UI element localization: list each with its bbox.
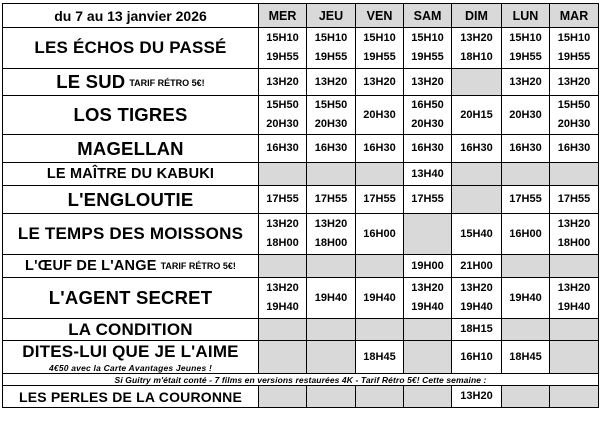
showtime: 13H20 — [314, 218, 348, 230]
showtime: 19H40 — [557, 301, 591, 313]
film-title-cell — [3, 163, 259, 186]
film-rows — [3, 28, 599, 408]
showtime: 13H20 — [460, 390, 493, 402]
showtime-cell — [259, 319, 307, 341]
showtime: 16H30 — [363, 142, 396, 154]
film-row — [3, 69, 599, 96]
showtime-cell — [307, 214, 356, 255]
showtime-cell — [356, 255, 404, 278]
day-header: SAM — [404, 4, 452, 28]
showtime-cell — [404, 163, 452, 186]
showtime: 18H15 — [460, 323, 493, 335]
showtime: 16H30 — [266, 142, 299, 154]
showtime: 21H00 — [460, 259, 493, 272]
film-title: LOS TIGRES — [73, 104, 188, 125]
showtime-cell — [550, 163, 599, 186]
showtime: 13H20 — [557, 282, 591, 294]
showtime: 15H10 — [314, 32, 348, 44]
showtime: 13H20 — [509, 75, 542, 88]
showtime-cell — [502, 319, 550, 341]
film-title-cell — [3, 255, 259, 278]
showtime-cell — [404, 135, 452, 163]
showtime-cell — [502, 69, 550, 96]
showtime: 19H40 — [266, 301, 299, 313]
showtime-cell — [550, 386, 599, 408]
showtime-cell — [307, 28, 356, 69]
showtime-cell — [356, 96, 404, 135]
showtime: 20H30 — [557, 118, 591, 130]
showtime-cell — [259, 28, 307, 69]
showtime-cell — [259, 278, 307, 319]
showtime-cell — [502, 341, 550, 374]
showtime-cell — [452, 386, 502, 408]
showtime: 18H00 — [557, 237, 591, 249]
showtime-cell — [356, 69, 404, 96]
showtime: 15H40 — [460, 227, 493, 240]
showtime-cell — [452, 278, 502, 319]
film-title-cell — [3, 135, 259, 163]
film-title: LE SUD — [56, 71, 126, 92]
showtime-cell — [259, 96, 307, 135]
film-row — [3, 341, 599, 374]
showtime: 17H55 — [557, 193, 591, 205]
showtime: 15H50 — [314, 99, 348, 111]
showtime-cell — [307, 341, 356, 374]
showtime: 13H20 — [557, 75, 591, 88]
day-header: DIM — [452, 4, 502, 28]
showtime-cell — [404, 341, 452, 374]
retro-price-tag: TARIF RÉTRO 5€! — [129, 78, 205, 89]
showtime-cell — [550, 341, 599, 374]
showtime-cell — [550, 278, 599, 319]
showtime: 19H55 — [411, 51, 444, 63]
showtime: 20H30 — [411, 118, 444, 130]
showtime: 16H10 — [460, 350, 493, 363]
showtime-cell — [404, 278, 452, 319]
showtime: 19H55 — [314, 51, 348, 63]
showtime: 17H55 — [411, 193, 444, 205]
showtime-cell — [502, 96, 550, 135]
showtime: 17H55 — [509, 193, 542, 205]
showtime-cell — [502, 278, 550, 319]
showtime: 13H20 — [266, 75, 299, 88]
retro-price-tag: TARIF RÉTRO 5€! — [160, 261, 236, 272]
showtime-cell — [502, 163, 550, 186]
showtime-cell — [550, 28, 599, 69]
day-header: JEU — [307, 4, 356, 28]
showtime-cell — [502, 28, 550, 69]
film-title-cell — [3, 214, 259, 255]
showtime: 16H00 — [509, 227, 542, 240]
showtime-cell — [452, 186, 502, 214]
showtime-cell — [356, 341, 404, 374]
showtime-cell — [550, 186, 599, 214]
film-row — [3, 163, 599, 186]
showtime-cell — [307, 255, 356, 278]
film-title: L'ŒUF DE L'ANGE — [25, 258, 157, 274]
retrospective-banner: Si Guitry m'était conté - 7 films en versions restaurées 4K - Tarif Rétro 5€! Cette semaine : — [3, 374, 599, 386]
showtime-cell — [259, 255, 307, 278]
day-header: MER — [259, 4, 307, 28]
film-row — [3, 278, 599, 319]
film-title-cell — [3, 186, 259, 214]
film-title: LE TEMPS DES MOISSONS — [17, 224, 244, 243]
showtime: 15H10 — [266, 32, 299, 44]
film-row — [3, 135, 599, 163]
showtime-cell — [550, 69, 599, 96]
banner-row — [3, 374, 599, 386]
showtime: 19H40 — [460, 301, 493, 313]
showtime-cell — [259, 214, 307, 255]
showtime-cell — [550, 214, 599, 255]
showtime-cell — [452, 69, 502, 96]
showtime-cell — [356, 319, 404, 341]
showtime-cell — [452, 28, 502, 69]
film-title: LE MAÎTRE DU KABUKI — [46, 166, 215, 182]
showtime: 13H20 — [266, 218, 299, 230]
showtime: 13H20 — [557, 218, 591, 230]
showtime-cell — [502, 214, 550, 255]
showtime: 16H30 — [411, 142, 444, 154]
showtime: 15H50 — [266, 99, 299, 111]
showtime-cell — [452, 319, 502, 341]
price-note: 4€50 avec la Carte Avantages Jeunes ! — [48, 362, 212, 373]
showtime: 19H00 — [411, 259, 444, 272]
showtime-cell — [404, 255, 452, 278]
showtime: 17H55 — [314, 193, 348, 205]
showtime: 19H40 — [363, 291, 396, 304]
showtime: 20H30 — [266, 118, 299, 130]
showtime-cell — [356, 186, 404, 214]
showtime: 13H20 — [411, 282, 444, 294]
showtime-cell — [259, 386, 307, 408]
film-title-cell — [3, 319, 259, 341]
showtime: 13H40 — [411, 167, 444, 180]
showtime: 19H40 — [509, 291, 542, 304]
showtime: 19H55 — [363, 51, 396, 63]
showtime: 13H20 — [411, 75, 444, 88]
showtime: 13H20 — [460, 282, 493, 294]
showtime-cell — [404, 69, 452, 96]
showtime-cell — [307, 163, 356, 186]
film-title-cell — [3, 28, 259, 69]
showtime: 19H40 — [411, 301, 444, 313]
showtime: 15H10 — [411, 32, 444, 44]
showtime-cell — [452, 214, 502, 255]
showtime: 16H30 — [509, 142, 542, 154]
showtime: 19H55 — [266, 51, 299, 63]
film-title-cell — [3, 96, 259, 135]
showtime-cell — [307, 386, 356, 408]
showtime: 17H55 — [266, 193, 299, 205]
showtime-cell — [502, 135, 550, 163]
showtime-cell — [404, 186, 452, 214]
showtime: 18H00 — [314, 237, 348, 249]
showtime-cell — [452, 135, 502, 163]
film-row — [3, 214, 599, 255]
showtime-cell — [502, 186, 550, 214]
day-header: LUN — [502, 4, 550, 28]
special-film-row — [3, 386, 599, 408]
showtime-cell — [404, 386, 452, 408]
showtime-cell — [356, 163, 404, 186]
showtime: 13H20 — [460, 32, 493, 44]
showtime: 20H30 — [363, 108, 396, 121]
showtime-cell — [452, 163, 502, 186]
showtime-cell — [259, 341, 307, 374]
showtime-cell — [356, 386, 404, 408]
film-title: L'AGENT SECRET — [48, 287, 213, 308]
showtime-cell — [307, 186, 356, 214]
showtime-cell — [404, 214, 452, 255]
showtime-cell — [356, 28, 404, 69]
showtime: 16H30 — [460, 142, 493, 154]
film-row — [3, 319, 599, 341]
showtime-cell — [356, 214, 404, 255]
showtime-cell — [307, 69, 356, 96]
showtime: 13H20 — [363, 75, 396, 88]
header-row — [3, 4, 599, 28]
film-title: LA CONDITION — [68, 319, 193, 339]
showtime: 15H10 — [363, 32, 396, 44]
film-row — [3, 96, 599, 135]
showtime: 18H10 — [460, 51, 493, 63]
showtime-cell — [356, 278, 404, 319]
showtime: 13H20 — [266, 282, 299, 294]
showtime-cell — [259, 135, 307, 163]
showtime-cell — [259, 69, 307, 96]
showtime-cell — [404, 319, 452, 341]
showtime: 19H40 — [314, 291, 348, 304]
showtime: 18H45 — [363, 350, 396, 363]
film-title: L'ENGLOUTIE — [67, 188, 194, 210]
showtime-cell — [307, 96, 356, 135]
film-title: LES ÉCHOS DU PASSÉ — [34, 38, 227, 57]
showtime-cell — [307, 278, 356, 319]
showtime: 18H00 — [266, 237, 299, 249]
showtime: 16H00 — [363, 227, 396, 240]
showtime: 20H30 — [314, 118, 348, 130]
film-title: LES PERLES DE LA COURONNE — [3, 386, 259, 408]
showtime-cell — [502, 255, 550, 278]
showtime-cell — [404, 96, 452, 135]
showtime: 19H55 — [509, 51, 542, 63]
showtime-cell — [502, 386, 550, 408]
film-title-cell — [3, 69, 259, 96]
showtime-cell — [550, 135, 599, 163]
showtime: 13H20 — [314, 75, 348, 88]
schedule-table — [2, 3, 599, 408]
film-title-cell — [3, 278, 259, 319]
showtime: 20H15 — [460, 108, 493, 121]
film-title: DITES-LUI QUE JE L'AIME — [22, 341, 239, 361]
showtime-cell — [550, 255, 599, 278]
showtime-cell — [452, 255, 502, 278]
showtime-cell — [307, 319, 356, 341]
film-title-cell — [3, 341, 259, 374]
showtime-cell — [550, 96, 599, 135]
showtime: 15H50 — [557, 99, 591, 111]
showtime: 16H30 — [314, 142, 348, 154]
showtime: 15H10 — [557, 32, 591, 44]
showtime: 20H30 — [509, 108, 542, 121]
showtime-cell — [259, 163, 307, 186]
film-row — [3, 28, 599, 69]
showtime: 15H10 — [509, 32, 542, 44]
showtime-cell — [452, 341, 502, 374]
showtime: 16H30 — [557, 142, 591, 154]
film-row — [3, 255, 599, 278]
showtime-cell — [259, 186, 307, 214]
showtime: 17H55 — [363, 193, 396, 205]
showtime: 18H45 — [509, 350, 542, 363]
showtime-cell — [452, 96, 502, 135]
film-title: MAGELLAN — [77, 137, 184, 159]
film-row — [3, 186, 599, 214]
showtime: 19H55 — [557, 51, 591, 63]
showtime-cell — [550, 319, 599, 341]
showtime-cell — [404, 28, 452, 69]
day-header: VEN — [356, 4, 404, 28]
period-title: du 7 au 13 janvier 2026 — [3, 4, 259, 28]
showtime-cell — [356, 135, 404, 163]
day-header: MAR — [550, 4, 599, 28]
showtime: 16H50 — [411, 99, 444, 111]
showtime-cell — [307, 135, 356, 163]
